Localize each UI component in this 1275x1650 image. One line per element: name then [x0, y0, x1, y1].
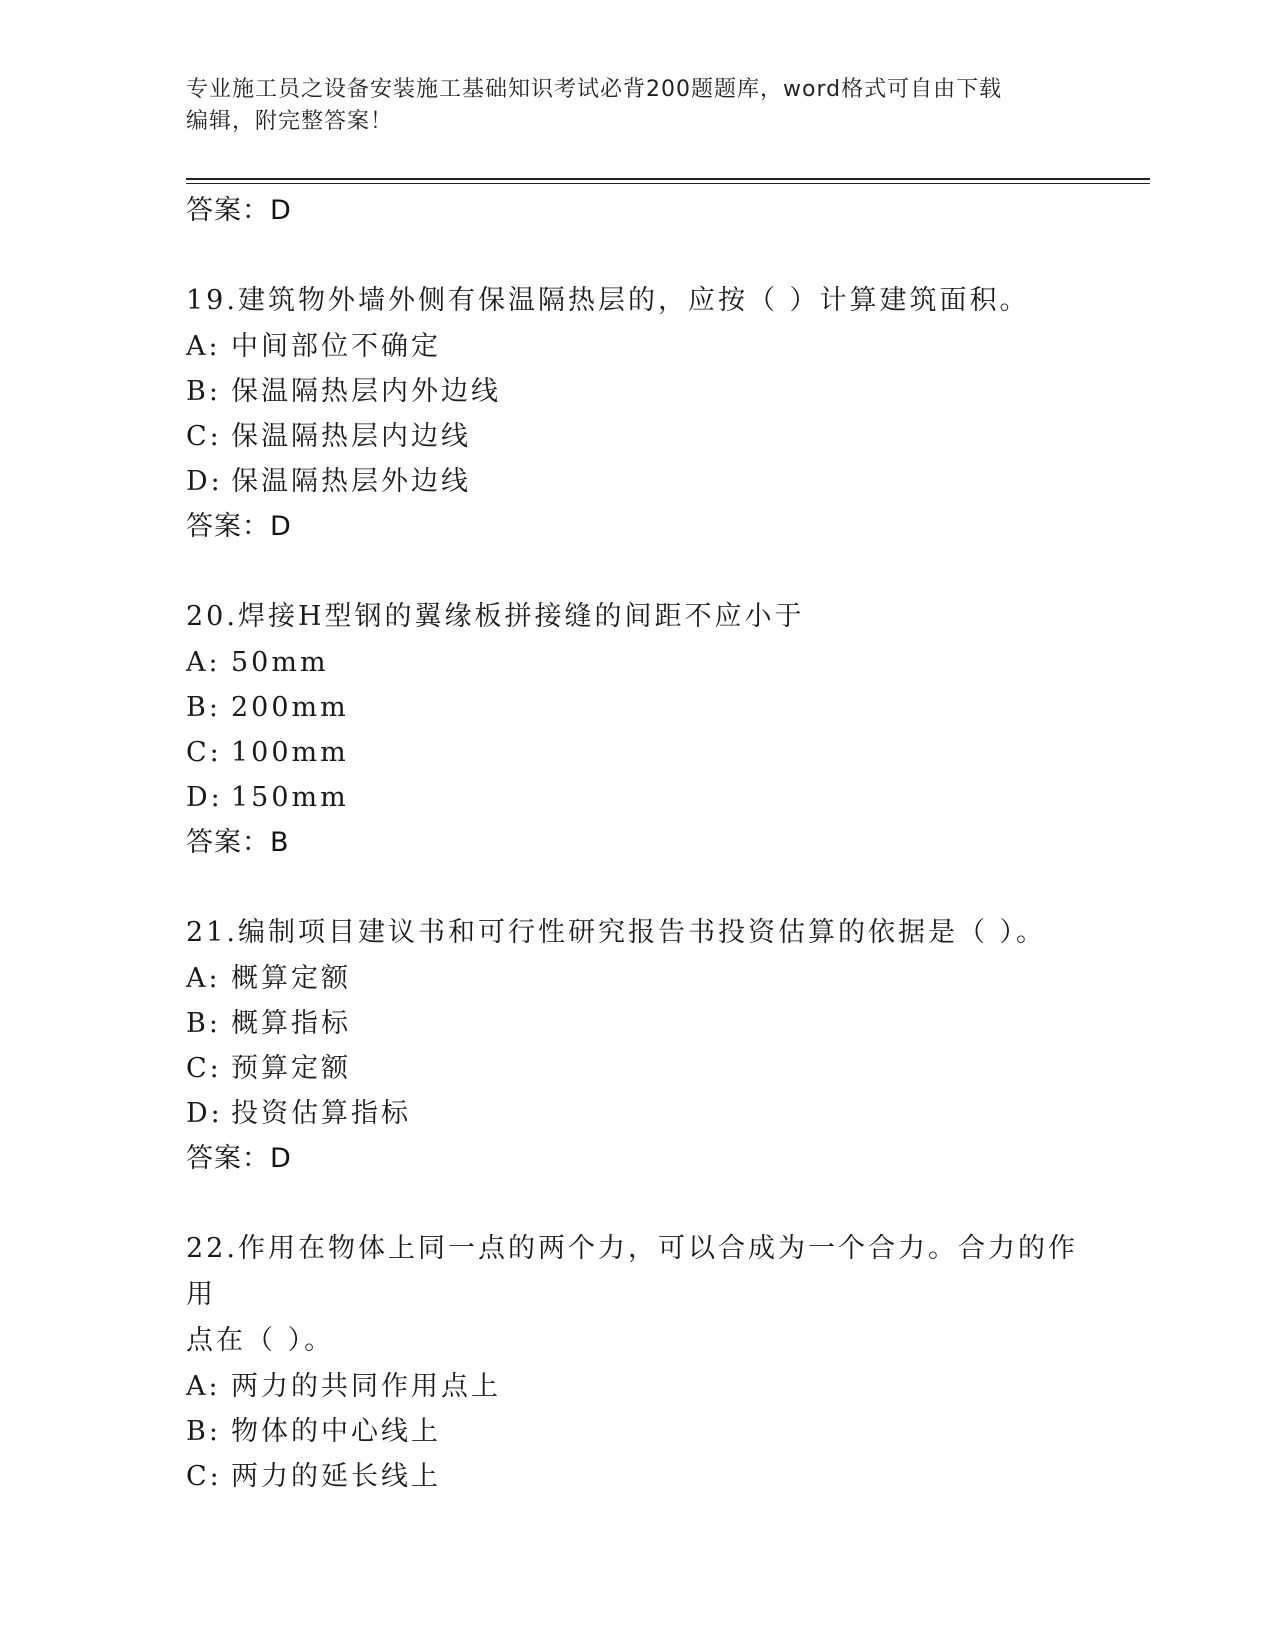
question-20: [186, 594, 1086, 866]
option-a: A: 两力的共同作用点上: [186, 1371, 501, 1402]
option-b: B: 概算指标: [186, 1008, 351, 1039]
question-stem: 22.作用在物体上同一点的两个力，可以合成为一个合力。合力的作用: [186, 1233, 1078, 1310]
question-19: [186, 278, 1086, 550]
option-d: D: 保温隔热层外边线: [186, 466, 471, 497]
question-stem-continued: 点在（ ）。: [186, 1325, 335, 1356]
question-22: [186, 1226, 1086, 1499]
option-c: C: 预算定额: [186, 1053, 351, 1084]
option-b: B: 保温隔热层内外边线: [186, 376, 501, 407]
option-b: B: 物体的中心线上: [186, 1416, 441, 1447]
header-line-2: 编辑，附完整答案！: [186, 109, 394, 134]
option-d: D: 投资估算指标: [186, 1098, 411, 1129]
question-stem: 21.编制项目建议书和可行性研究报告书投资估算的依据是（ ）。: [186, 917, 1047, 948]
option-a: A: 中间部位不确定: [186, 331, 441, 362]
header-line-1: 专业施工员之设备安装施工基础知识考试必背200题题库，word格式可自由下载: [186, 77, 1003, 102]
option-b: B: 200mm: [186, 692, 349, 723]
question-21: [186, 910, 1086, 1182]
question-stem: 19.建筑物外墙外侧有保温隔热层的，应按（ ）计算建筑面积。: [186, 285, 1030, 316]
option-a: A: 概算定额: [186, 963, 351, 994]
answer-line: 答案：D: [186, 511, 292, 542]
question-list: [186, 188, 1086, 1499]
option-c: C: 100mm: [186, 737, 349, 768]
answer-line: 答案：B: [186, 827, 290, 858]
option-a: A: 50mm: [186, 647, 329, 678]
header-rule-thick: [186, 178, 1150, 180]
header-rule-thin: [186, 183, 1150, 184]
option-d: D: 150mm: [186, 782, 349, 813]
question-stem: 20.焊接H型钢的翼缘板拼接缝的间距不应小于: [186, 601, 805, 632]
answer-line: 答案：D: [186, 195, 292, 226]
answer-line: 答案：D: [186, 1143, 292, 1174]
option-c: C: 保温隔热层内边线: [186, 421, 471, 452]
document-header: [186, 74, 1066, 138]
option-c: C: 两力的延长线上: [186, 1461, 441, 1492]
